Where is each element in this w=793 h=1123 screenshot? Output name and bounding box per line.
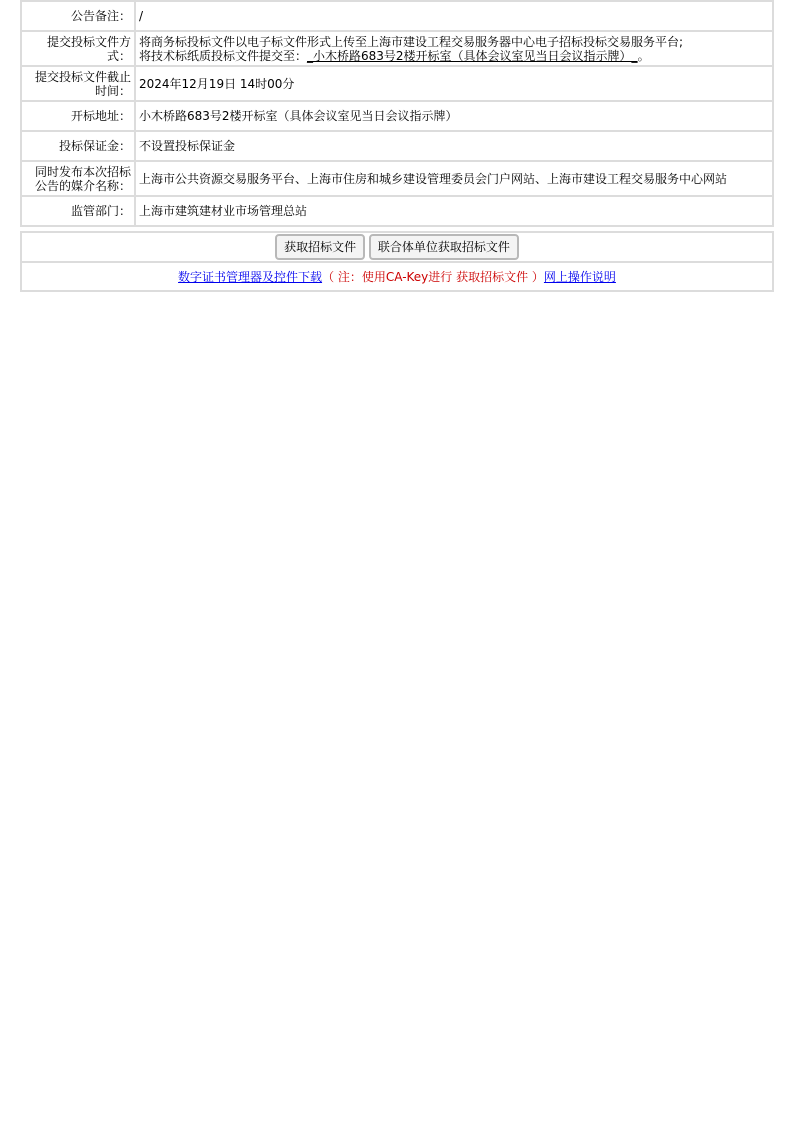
online-help-link[interactable]: 网上操作说明 bbox=[543, 270, 616, 284]
value-deadline: 2024年12月19日 14时00分 bbox=[135, 66, 773, 101]
row-deposit bbox=[21, 131, 773, 161]
tender-notice-panel bbox=[20, 0, 774, 292]
value-opening-address: 小木桥路683号2楼开标室（具体会议室见当日会议指示牌） bbox=[135, 101, 773, 131]
row-deadline bbox=[21, 66, 773, 101]
row-submit-method bbox=[21, 31, 773, 66]
label-remark: 公告备注： bbox=[21, 1, 135, 31]
footer-row bbox=[21, 262, 773, 291]
value-remark: / bbox=[135, 1, 773, 31]
consortium-get-docs-button[interactable]: 联合体单位获取招标文件 bbox=[369, 234, 519, 260]
value-deposit: 不设置投标保证金 bbox=[135, 131, 773, 161]
submit-method-line2 bbox=[139, 49, 769, 63]
submit-method-line2-suffix: 。 bbox=[637, 48, 650, 63]
label-opening-address: 开标地址： bbox=[21, 101, 135, 131]
buttons-cell bbox=[21, 232, 773, 262]
actions-table bbox=[20, 231, 774, 292]
cert-manager-download-link[interactable]: 数字证书管理器及控件下载 bbox=[178, 270, 323, 284]
get-tender-docs-button[interactable]: 获取招标文件 bbox=[275, 234, 365, 260]
submit-method-line2-prefix: 将技术标纸质投标文件提交至： bbox=[139, 48, 308, 63]
label-deposit: 投标保证金： bbox=[21, 131, 135, 161]
label-supervisor: 监管部门： bbox=[21, 196, 135, 226]
footer-cell bbox=[21, 262, 773, 291]
ca-key-note: （ 注：使用CA-Key进行 获取招标文件 ） bbox=[322, 270, 544, 284]
value-media: 上海市公共资源交易服务平台、上海市住房和城乡建设管理委员会门户网站、上海市建设工程交易服务中心网站 bbox=[135, 161, 773, 196]
notice-info-table bbox=[20, 0, 774, 227]
label-deadline: 提交投标文件截止时间： bbox=[21, 66, 135, 101]
value-submit-method bbox=[135, 31, 773, 66]
row-supervisor bbox=[21, 196, 773, 226]
buttons-row bbox=[21, 232, 773, 262]
row-remark bbox=[21, 1, 773, 31]
row-opening-address bbox=[21, 101, 773, 131]
submit-method-line1: 将商务标投标文件以电子标文件形式上传至上海市建设工程交易服务器中心电子招标投标交易服务平台; bbox=[139, 34, 684, 49]
row-media bbox=[21, 161, 773, 196]
label-media: 同时发布本次招标公告的媒介名称： bbox=[21, 161, 135, 196]
label-submit-method: 提交投标文件方式： bbox=[21, 31, 135, 66]
value-supervisor: 上海市建筑建材业市场管理总站 bbox=[135, 196, 773, 226]
submit-location: _小木桥路683号2楼开标室（具体会议室见当日会议指示牌）_ bbox=[307, 48, 638, 63]
